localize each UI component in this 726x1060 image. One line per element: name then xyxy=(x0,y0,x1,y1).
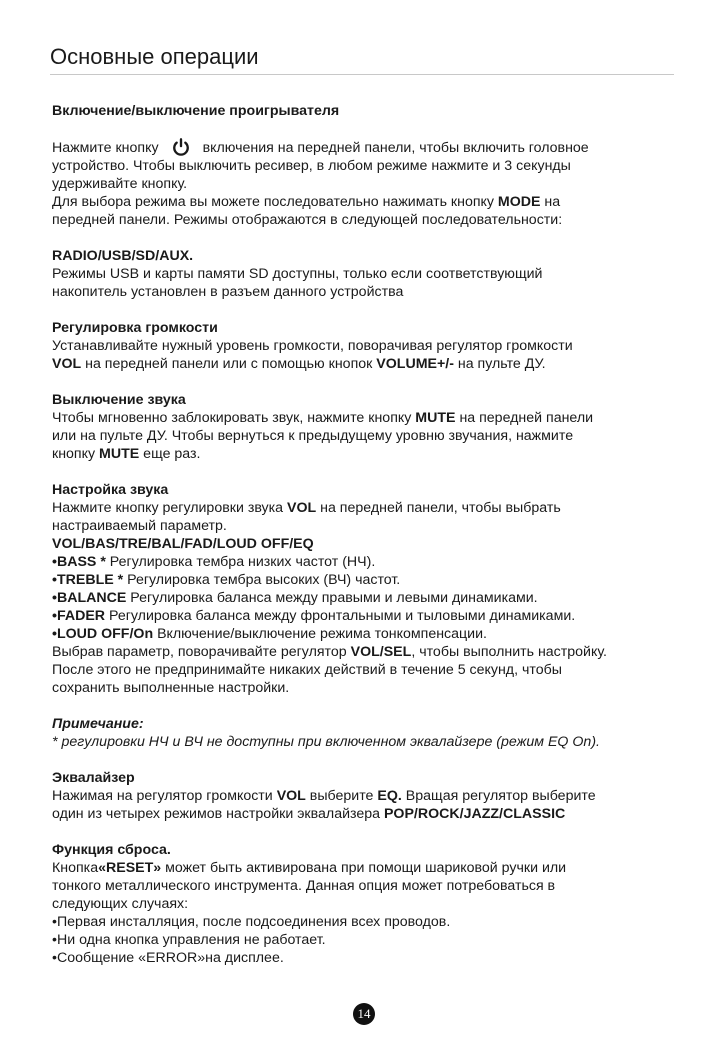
volume-line-2-b: на передней панели или с помощью кнопок xyxy=(81,356,377,372)
sound-bullet-fader xyxy=(52,607,682,625)
bullet-key: •FADER xyxy=(52,608,109,624)
sound-bullet-loud xyxy=(52,625,682,643)
mute-heading: Выключение звука xyxy=(52,392,186,408)
mute-line-3-a: кнопку xyxy=(52,446,100,462)
modes-line-2: накопитель установлен в разъем данного устройства xyxy=(52,284,404,300)
sound-bullet-balance xyxy=(52,589,682,607)
volume-heading: Регулировка громкости xyxy=(52,320,218,336)
sound-after-1-a: Выбрав параметр, поворачивайте регулятор xyxy=(52,644,351,660)
reset-keyword: «RESET» xyxy=(98,860,162,876)
power-line-4-a: Для выбора режима вы можете последовательно нажимать кнопку xyxy=(52,194,498,210)
vol-keyword-2: VOL xyxy=(287,500,317,516)
vol-keyword: VOL xyxy=(52,356,82,372)
mute-line-2: или на пульте ДУ. Чтобы вернуться к предыдущему уровню звучания, нажмите xyxy=(52,428,574,444)
page-number-badge: 14 xyxy=(353,1003,375,1025)
power-icon xyxy=(169,138,193,156)
sound-after-1-c: , чтобы выполнить настройку. xyxy=(411,644,607,660)
page-title: Основные операции xyxy=(50,44,259,69)
power-line-3: удерживайте кнопку. xyxy=(52,176,188,192)
reset-heading: Функция сброса. xyxy=(52,842,171,858)
mute-keyword: MUTE xyxy=(415,410,456,426)
volume-line-1: Устанавливайте нужный уровень громкости, поворачивая регулятор громкости xyxy=(52,338,573,354)
power-line-5: передней панели. Режимы отображаются в следующей последовательности: xyxy=(52,212,563,228)
sound-after-3: сохранить выполненные настройки. xyxy=(52,680,290,696)
sound-after-1 xyxy=(52,643,682,661)
volume-keyword: VOLUME+/- xyxy=(376,356,454,372)
eq-heading: Эквалайзер xyxy=(52,770,135,786)
header-divider xyxy=(50,74,674,75)
reset-line-1-c: может быть активирована при помощи шариковой ручки или xyxy=(161,860,567,876)
vol-keyword-3: VOL xyxy=(276,788,306,804)
note-heading: Примечание: xyxy=(52,716,144,732)
bullet-key: •BALANCE xyxy=(52,590,131,606)
mute-line-3 xyxy=(52,445,682,463)
mute-line-1 xyxy=(52,409,682,427)
eq-line-2 xyxy=(52,805,682,823)
bullet-key: •BASS * xyxy=(52,554,110,570)
sound-sequence: VOL/BAS/TRE/BAL/FAD/LOUD OFF/EQ xyxy=(52,536,314,552)
document-body xyxy=(52,102,682,967)
reset-bullet-2: •Ни одна кнопка управления не работает. xyxy=(52,932,326,948)
mute-line-1-a: Чтобы мгновенно заблокировать звук, нажмите кнопку xyxy=(52,410,416,426)
volume-line-2-d: на пульте ДУ. xyxy=(453,356,546,372)
sound-bullet-bass xyxy=(52,553,682,571)
mute-line-3-c: еще раз. xyxy=(139,446,201,462)
mode-keyword: MODE xyxy=(497,194,541,210)
sound-bullet-treble xyxy=(52,571,682,589)
bullet-text: Включение/выключение режима тонкомпенсации. xyxy=(157,626,487,642)
sound-line-1 xyxy=(52,499,682,517)
power-line-4 xyxy=(52,193,682,211)
reset-line-1 xyxy=(52,859,682,877)
eq-keyword: EQ. xyxy=(377,788,402,804)
sound-after-2: После этого не предпринимайте никаких действий в течение 5 секунд, чтобы xyxy=(52,662,562,678)
sound-line-2: настраиваемый параметр. xyxy=(52,518,227,534)
modes-line-1: Режимы USB и карты памяти SD доступны, только если соответствующий xyxy=(52,266,543,282)
volume-line-2 xyxy=(52,355,682,373)
bullet-text: Регулировка тембра высоких (ВЧ) частот. xyxy=(127,572,401,588)
note-text: * регулировки НЧ и ВЧ не доступны при включенном эквалайзере (режим EQ On). xyxy=(52,734,600,750)
power-line-1-start: Нажмите кнопку xyxy=(52,140,159,156)
bullet-text: Регулировка тембра низких частот (НЧ). xyxy=(109,554,376,570)
mute-line-1-c: на передней панели xyxy=(455,410,594,426)
eq-line-1-c: выберите xyxy=(305,788,378,804)
power-line-1 xyxy=(52,138,682,157)
eq-line-1-e: Вращая регулятор выберите xyxy=(401,788,596,804)
power-heading: Включение/выключение проигрывателя xyxy=(52,103,340,119)
reset-bullet-1: •Первая инсталляция, после подсоединения всех проводов. xyxy=(52,914,451,930)
eq-line-1 xyxy=(52,787,682,805)
sound-line-1-c: на передней панели, чтобы выбрать xyxy=(316,500,561,516)
power-line-2: устройство. Чтобы выключить ресивер, в любом режиме нажмите и 3 секунды xyxy=(52,158,571,174)
eq-modes-keyword: POP/ROCK/JAZZ/CLASSIC xyxy=(383,806,566,822)
reset-line-3: следующих случаях: xyxy=(52,896,189,912)
sound-heading: Настройка звука xyxy=(52,482,169,498)
power-line-4-c: на xyxy=(540,194,561,210)
eq-line-1-a: Нажимая на регулятор громкости xyxy=(52,788,277,804)
sound-line-1-a: Нажмите кнопку регулировки звука xyxy=(52,500,288,516)
reset-line-1-a: Кнопка xyxy=(52,860,99,876)
modes-heading: RADIO/USB/SD/AUX. xyxy=(52,248,194,264)
power-line-1-end: включения на передней панели, чтобы включить головное xyxy=(202,140,589,156)
eq-line-2-a: один из четырех режимов настройки эквалайзера xyxy=(52,806,384,822)
bullet-key: •TREBLE * xyxy=(52,572,128,588)
reset-line-2: тонкого металлического инструмента. Данная опция может потребоваться в xyxy=(52,878,556,894)
reset-bullet-3: •Сообщение «ERROR»на дисплее. xyxy=(52,950,284,966)
bullet-text: Регулировка баланса между фронтальными и тыловыми динамиками. xyxy=(109,608,576,624)
bullet-key: •LOUD OFF/On xyxy=(52,626,158,642)
volsel-keyword: VOL/SEL xyxy=(350,644,412,660)
bullet-text: Регулировка баланса между правыми и левыми динамиками. xyxy=(130,590,538,606)
mute-keyword-2: MUTE xyxy=(99,446,140,462)
